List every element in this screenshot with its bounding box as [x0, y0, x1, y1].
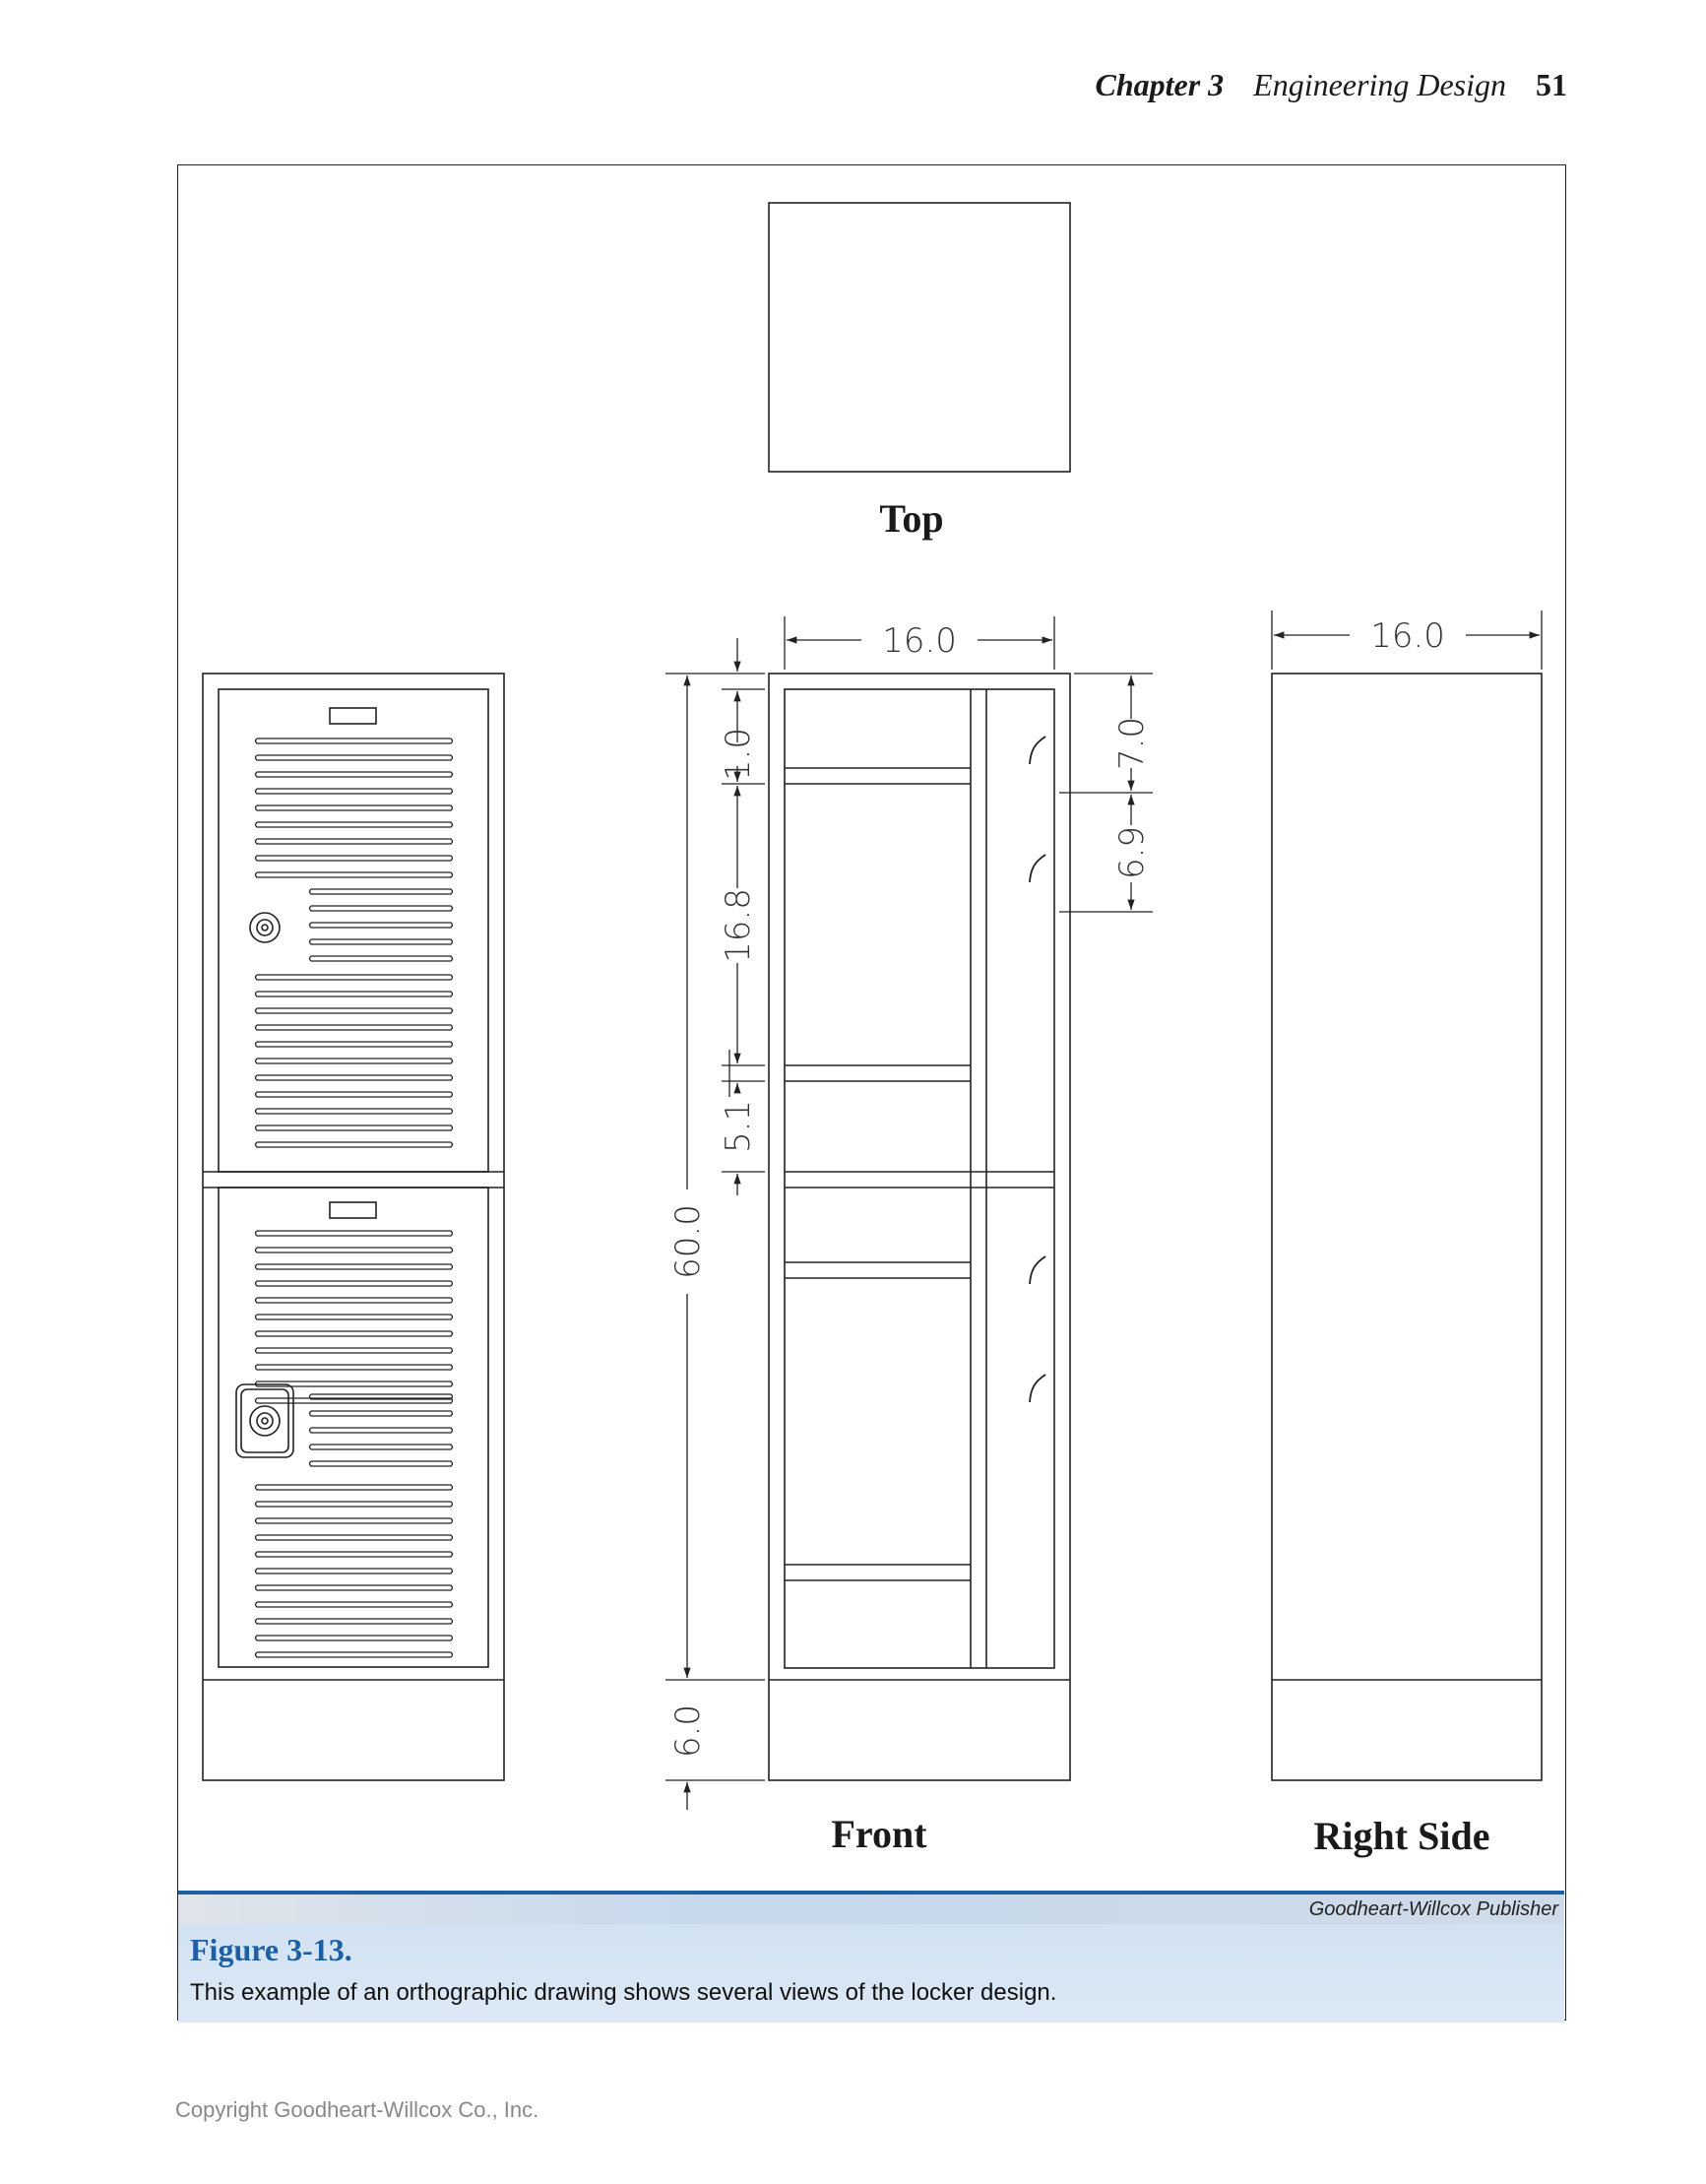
door-louvers	[256, 739, 453, 1657]
louver-slot	[256, 1042, 453, 1047]
louver-slot	[256, 856, 453, 861]
upper-door	[219, 689, 488, 1172]
louver-slot	[256, 1075, 453, 1080]
louver-slot	[256, 1535, 453, 1540]
louver-slot	[256, 789, 453, 794]
louver-slot	[310, 939, 453, 944]
louver-slot	[256, 822, 453, 827]
louver-slot	[256, 1348, 453, 1353]
label-top: Top	[879, 496, 944, 541]
dim-hook-spacing: 6.9	[1112, 825, 1152, 880]
louver-slot	[256, 1125, 453, 1130]
louver-slot	[256, 1602, 453, 1607]
lower-lock	[250, 1406, 280, 1436]
louver-slot	[256, 1109, 453, 1114]
louver-slot	[256, 975, 453, 980]
louver-slot	[256, 1485, 453, 1490]
louver-slot	[310, 889, 453, 894]
louver-slot	[256, 1518, 453, 1523]
louver-slot	[256, 1142, 453, 1147]
credit-bar	[178, 1895, 1564, 1924]
louver-slot	[256, 805, 453, 810]
louver-slot	[256, 1502, 453, 1507]
louver-slot	[256, 1025, 453, 1030]
louver-slot	[256, 739, 453, 743]
lower-lock-housing	[236, 1384, 293, 1457]
louver-slot	[256, 755, 453, 760]
louver-slot	[256, 1331, 453, 1336]
orthographic-drawing	[178, 165, 1567, 1892]
section-title: Engineering Design	[1253, 67, 1506, 102]
louver-slot	[256, 1652, 453, 1657]
louver-slot	[256, 1231, 453, 1236]
louver-slot	[256, 1298, 453, 1303]
copyright-footer: Copyright Goodheart-Willcox Co., Inc.	[175, 2097, 539, 2122]
louver-slot	[256, 1569, 453, 1574]
label-right-side: Right Side	[1313, 1814, 1490, 1858]
louver-slot	[310, 906, 453, 911]
dim-hook-top: 7.0	[1112, 716, 1152, 771]
figure-number: Figure 3-13.	[190, 1932, 352, 1967]
louver-slot	[310, 1428, 453, 1433]
louver-slot	[256, 1092, 453, 1097]
louver-slot	[256, 992, 453, 996]
lower-name-plate	[330, 1202, 376, 1218]
dim-total-height: 60.0	[668, 1204, 708, 1279]
louver-slot	[310, 923, 453, 928]
page-number: 51	[1536, 67, 1567, 102]
louver-slot	[310, 1411, 453, 1416]
louver-slot	[256, 1008, 453, 1013]
front-view	[769, 674, 1070, 1780]
top-view	[769, 203, 1070, 472]
louver-slot	[256, 1315, 453, 1319]
louver-slot	[256, 839, 453, 844]
louver-slot	[256, 1552, 453, 1557]
dim-front-width: 16.0	[882, 621, 957, 661]
dim-shelf-gap: 5.1	[719, 1099, 758, 1154]
upper-lock	[250, 913, 280, 942]
louver-slot	[256, 1281, 453, 1286]
figure-caption: This example of an orthographic drawing shows several views of the locker design.	[190, 1979, 1057, 2006]
louver-slot	[256, 1585, 453, 1590]
figure-box	[177, 164, 1566, 2021]
louver-slot	[310, 1445, 453, 1449]
dim-side-width: 16.0	[1370, 616, 1445, 656]
louver-slot	[256, 1264, 453, 1269]
louver-slot	[256, 1059, 453, 1063]
running-head	[1095, 67, 1567, 103]
chapter-label: Chapter 3	[1095, 67, 1225, 102]
label-front: Front	[831, 1812, 927, 1856]
dimension-lines	[665, 610, 1542, 1810]
louver-slot	[256, 1619, 453, 1624]
louver-slot	[256, 872, 453, 877]
dim-shelf-spacing: 16.8	[719, 888, 758, 963]
dim-top-gap: 1.0	[719, 727, 758, 782]
louver-slot	[256, 1248, 453, 1253]
louver-slot	[256, 1636, 453, 1640]
louver-slot	[310, 1461, 453, 1466]
figure-credit: Goodheart-Willcox Publisher	[1308, 1898, 1558, 1920]
upper-name-plate	[330, 708, 376, 724]
louver-slot	[310, 956, 453, 961]
right-side-view	[1272, 674, 1542, 1780]
coat-hooks	[1030, 737, 1045, 1402]
figure-caption-area	[178, 1891, 1564, 2023]
louver-slot	[256, 1365, 453, 1370]
shelves	[785, 768, 971, 1580]
louver-slot	[256, 772, 453, 777]
dim-base-height: 6.0	[668, 1703, 708, 1759]
